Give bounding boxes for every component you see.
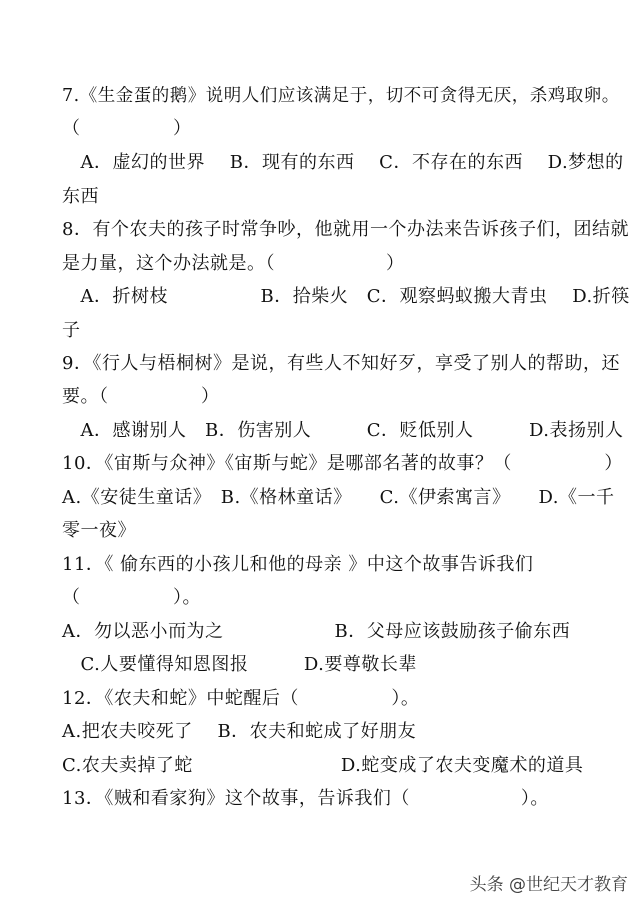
q7-options: A．虚幻的世界 B．现有的东西 C．不存在的东西 D.梦想的 xyxy=(62,152,624,173)
q7-answer-blank: （ ） xyxy=(62,118,192,139)
q11-answer-blank: （ ）。 xyxy=(62,587,201,608)
q12-text: 12．《农夫和蛇》中蛇醒后（ ）。 xyxy=(62,688,420,709)
q11-options: A．勿以恶小而为之 B．父母应该鼓励孩子偷东西 xyxy=(62,621,571,642)
q9-options: A．感谢别人 B．伤害别人 C．贬低别人 D.表扬别人 xyxy=(62,420,624,441)
q7-options-cont: 东西 xyxy=(62,186,99,207)
q10-options: A.《安徒生童话》 B.《格林童话》 C.《伊索寓言》 D.《一千 xyxy=(62,487,615,508)
q9-text-cont: 要。（ ） xyxy=(62,386,220,407)
q11-options-cont: C.人要懂得知恩图报 D.要尊敬长辈 xyxy=(62,654,417,675)
q7-text: 7.《生金蛋的鹅》说明人们应该满足于，切不可贪得无厌，杀鸡取卵。 xyxy=(62,86,620,106)
q12-options: A.把农夫咬死了 B．农夫和蛇成了好朋友 xyxy=(62,721,417,742)
q12-options-cont: C.农夫卖掉了蛇 D.蛇变成了农夫变魔术的道具 xyxy=(62,755,584,776)
q10-options-cont: 零一夜》 xyxy=(62,520,136,541)
q13-text: 13．《贼和看家狗》这个故事，告诉我们（ ）。 xyxy=(62,788,549,809)
q8-options-cont: 子 xyxy=(62,320,81,341)
q8-options: A．折树枝 B．拾柴火 C．观察蚂蚁搬大青虫 D.折筷 xyxy=(62,286,630,307)
q10-text: 10．《宙斯与众神》《宙斯与蛇》是哪部名著的故事？（ ） xyxy=(62,453,623,474)
watermark: 头条 @世纪天才教育 xyxy=(469,875,628,895)
q8-text: 8．有个农夫的孩子时常争吵，他就用一个办法来告诉孩子们，团结就 xyxy=(62,219,629,240)
q11-text: 11．《 偷东西的小孩儿和他的母亲 》中这个故事告诉我们 xyxy=(62,554,534,575)
q9-text: 9．《行人与梧桐树》是说，有些人不知好歹，享受了别人的帮助，还 xyxy=(62,353,620,374)
q8-text-cont: 是力量，这个办法就是。（ ） xyxy=(62,253,405,274)
